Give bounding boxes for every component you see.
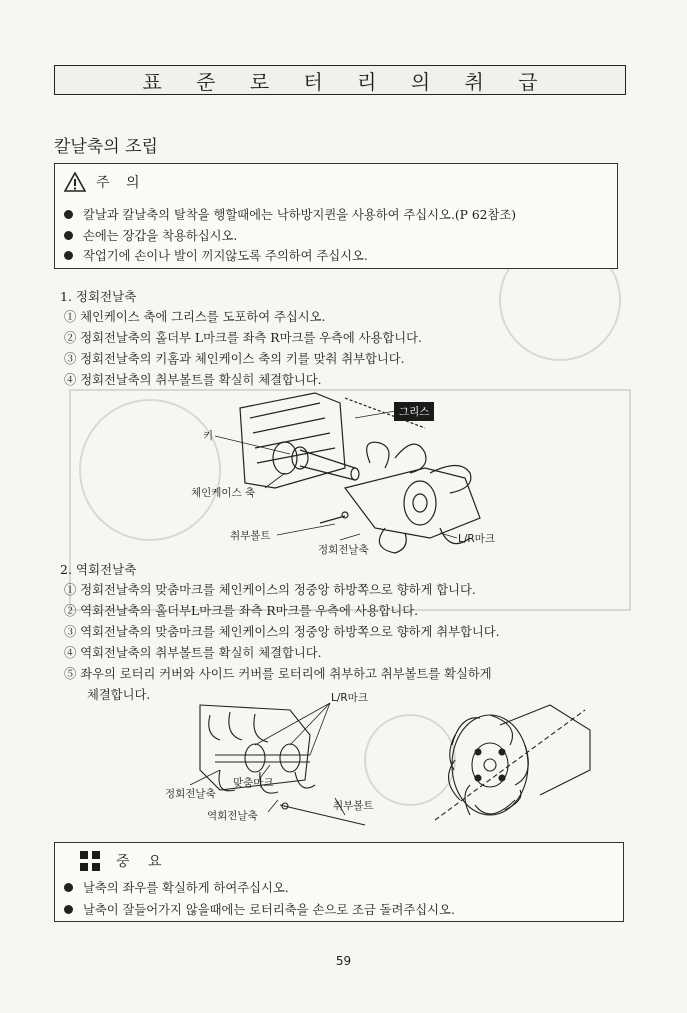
- bullet-icon: [64, 883, 73, 892]
- reverse-heading: 2. 역회전날축: [60, 562, 137, 577]
- label-lr-mark-2: L/R마크: [331, 692, 368, 704]
- reverse-step: ④ 역회전날축의 취부볼트를 확실히 체결합니다.: [64, 646, 322, 660]
- caution-item: 작업기에 손이나 발이 끼지않도록 주의하여 주십시오.: [64, 246, 368, 264]
- bullet-icon: [64, 210, 73, 219]
- reverse-step: ② 역회전날축의 홀더부L마크를 좌측 R마크를 우측에 사용합니다.: [64, 604, 419, 618]
- page-title: 표 준 로 터 리 의 취 급: [142, 69, 552, 94]
- label-forward-shaft: 정회전날축: [318, 544, 369, 556]
- bullet-icon: [64, 231, 73, 240]
- caution-header: [64, 172, 146, 192]
- forward-step: ③ 정회전날축의 키홈과 체인케이스 축의 키를 맞춰 취부합니다.: [64, 352, 405, 366]
- label-chain-case-shaft: 체인케이스 축: [191, 487, 256, 499]
- important-item: 날축의 좌우를 확실하게 하여주십시오.: [64, 878, 289, 896]
- important-icon: [80, 851, 100, 871]
- important-heading: 중 요: [116, 854, 169, 870]
- caution-item: 칼날과 칼날축의 탈착을 행할때에는 낙하방지퀸을 사용하여 주십시오.(P 62참조): [64, 205, 516, 223]
- caution-item: 손에는 장갑을 착용하십시오.: [64, 226, 237, 244]
- reverse-step: ① 정회전날축의 맞춤마크를 체인케이스의 정중앙 하방쪽으로 향하게 합니다.: [64, 583, 476, 597]
- caution-heading: 주 의: [96, 175, 146, 191]
- forward-heading: 1. 정회전날축: [60, 289, 137, 304]
- reverse-shaft-diagram: [160, 700, 375, 835]
- important-header: [80, 851, 169, 871]
- page-title-box: [54, 65, 626, 95]
- label-grease: 그리스: [394, 402, 434, 421]
- forward-step: ④ 정회전날축의 취부볼트를 확실히 체결합니다.: [64, 373, 322, 387]
- label-align-mark: 맞춤마크: [233, 777, 274, 789]
- forward-step: ② 정회전날축의 홀더부 L마크를 좌측 R마크를 우측에 사용합니다.: [64, 331, 422, 345]
- label-mount-bolt: 취부볼트: [230, 530, 271, 542]
- bullet-icon: [64, 251, 73, 260]
- forward-step: ① 체인케이스 축에 그리스를 도포하여 주십시오.: [64, 310, 326, 324]
- reverse-step: ③ 역회전날축의 맞춤마크를 체인케이스의 정중앙 하방쪽으로 향하게 취부합니다.: [64, 625, 500, 639]
- bullet-icon: [64, 905, 73, 914]
- warning-icon: [64, 172, 86, 192]
- reverse-step: 체결합니다.: [87, 688, 151, 702]
- label-lr-mark: L/R마크: [458, 533, 495, 545]
- section-title: 칼날축의 조립: [54, 137, 158, 157]
- label-key: 키: [203, 430, 214, 442]
- rotor-drum-illustration: [430, 700, 595, 830]
- label-forward-shaft-2: 정회전날축: [165, 788, 216, 800]
- important-item: 날축이 잘들어가지 않을때에는 로터리축을 손으로 조금 돌려주십시오.: [64, 900, 455, 918]
- label-reverse-shaft: 역회전날축: [207, 810, 258, 822]
- label-mount-bolt-2: 취부볼트: [333, 800, 374, 812]
- page-number: 59: [335, 954, 352, 968]
- reverse-step: ⑤ 좌우의 로터리 커버와 사이드 커버를 로터리에 취부하고 취부볼트를 확실하게: [64, 667, 492, 681]
